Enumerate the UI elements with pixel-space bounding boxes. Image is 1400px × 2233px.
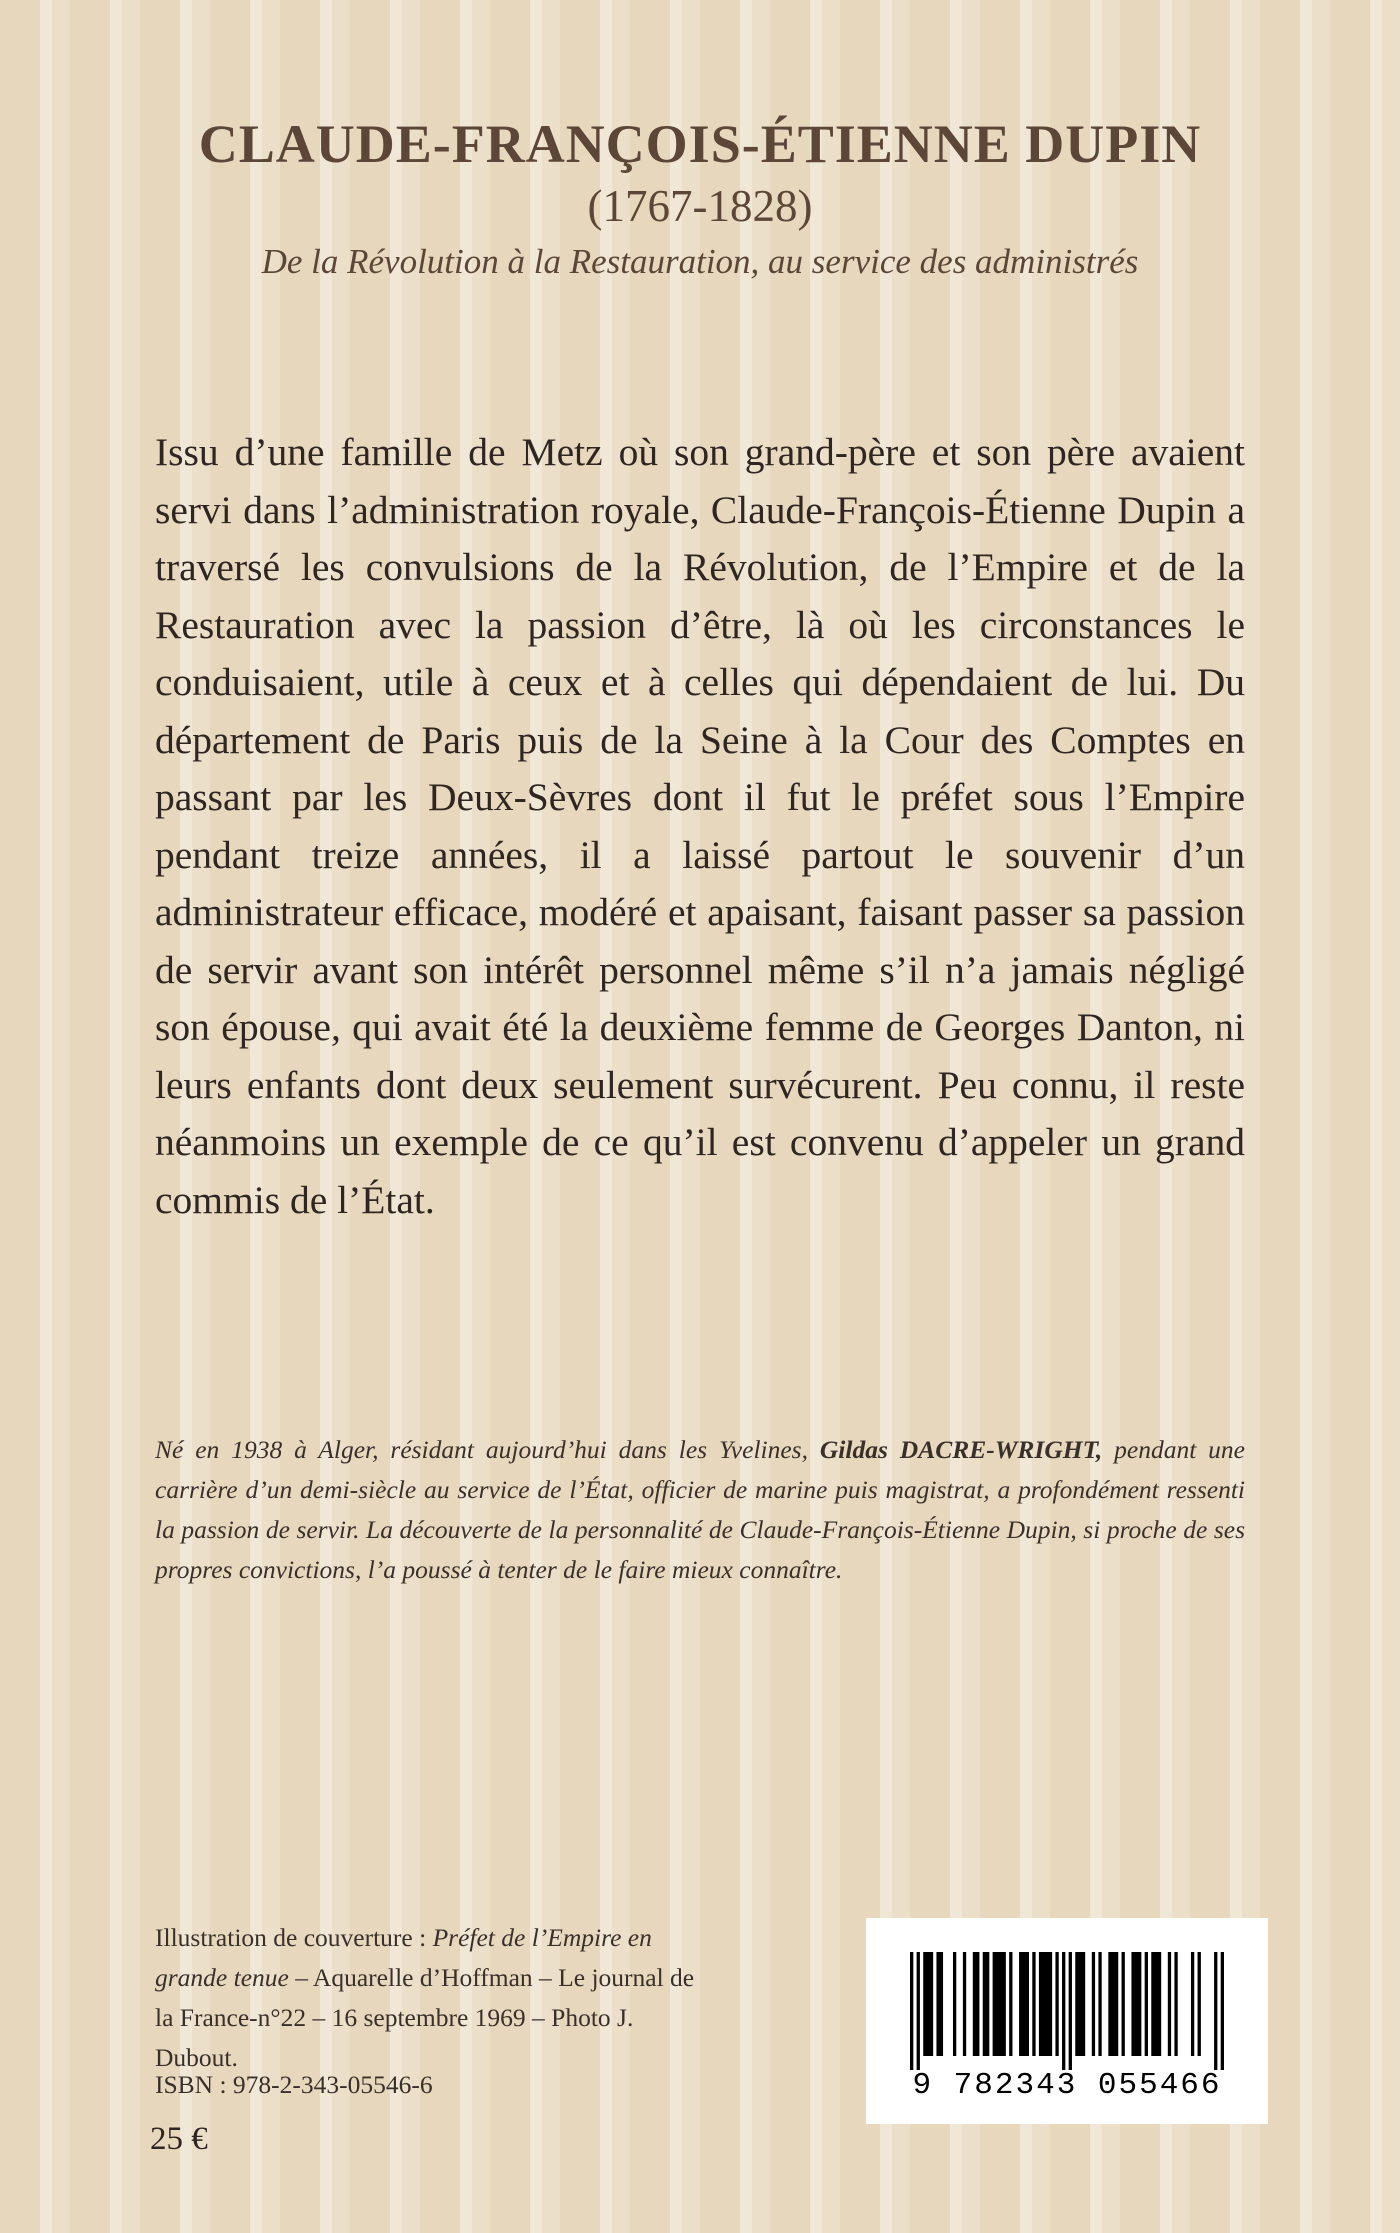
credits-prefix: Illustration de couverture : — [155, 1923, 433, 1952]
barcode-bar — [1214, 1952, 1217, 2070]
barcode-bar — [1039, 1952, 1052, 2056]
barcode-bar — [1131, 1952, 1141, 2056]
credits-work-title: Préfet de l’Empire en grande tenue — [155, 1923, 652, 1992]
bio-intro: Né en 1938 à Alger, résidant aujourd’hui dans les Yvelines, — [155, 1435, 820, 1464]
price: 25 € — [150, 2121, 208, 2157]
barcode-bar — [1221, 1952, 1224, 2070]
barcode-bar — [1151, 1952, 1161, 2056]
barcode-bar — [1122, 1952, 1125, 2056]
barcode-bar — [953, 1952, 956, 2056]
barcode-bar — [1075, 1952, 1085, 2056]
barcode-bar — [1055, 1952, 1058, 2056]
barcode-bar — [993, 1952, 1006, 2056]
barcode-bar — [1032, 1952, 1035, 2056]
barcode-bar — [1168, 1952, 1171, 2056]
barcode-bar — [917, 1952, 920, 2070]
summary-text: Issu d’une famille de Metz où son grand-père et son père avaient servi dans l’administration royale, Claude-François-Étienne Dupin a traversé les convulsions de la Révolution, de l’Empire et de la Restauration avec la passion d’être, là où les circonstances le conduisaient, utile à ceux et à celles qui dépendaient de lui. Du département de Paris puis de la Seine à la Cour des Comptes en passant par les Deux-Sèvres dont il fut le préfet sous l’Empire pendant treize années, il a laissé partout le souvenir d’un administrateur efficace, modéré et apaisant, faisant passer sa passion de servir avant son intérêt personnel même s’il n’a jamais négligé son épouse, qui avait été la deuxième femme de Georges Danton, ni leurs enfants dont deux seulement survécurent. Peu connu, il reste néanmoins un exemple de ce qu’il est convenu d’appeler un grand commis de l’État. — [155, 430, 1245, 1222]
barcode-bar — [1062, 1952, 1065, 2070]
title-block — [80, 112, 1320, 288]
barcode-bar — [1069, 1952, 1072, 2070]
book-dates: (1767-1828) — [587, 181, 813, 231]
book-subtitle: De la Révolution à la Restauration, au service des administrés — [261, 242, 1139, 281]
barcode-bar — [1198, 1952, 1201, 2056]
author-bio — [155, 1430, 1245, 1590]
barcode-bar — [1098, 1952, 1101, 2056]
barcode-bar — [1191, 1952, 1194, 2056]
book-title: CLAUDE-FRANÇOIS-ÉTIENNE DUPIN — [198, 114, 1202, 174]
barcode-bar — [1108, 1952, 1118, 2056]
barcode-digits: 9 782343 055466 — [912, 2068, 1222, 2103]
barcode-bar — [963, 1952, 966, 2056]
bio-rest: pendant une carrière d’un demi-siècle au service de l’État, officier de marine puis magistrat, a profondément ressenti la passion de servir. La découverte de la personnalité de Claude-François-Étienne Dupin, si proche de ses propres convictions, l’a poussé à tenter de le faire mieux connaître. — [155, 1435, 1245, 1584]
barcode-bar — [983, 1952, 990, 2056]
barcode-bar — [973, 1952, 980, 2056]
barcode-bar — [936, 1952, 943, 2056]
author-name: Gildas DACRE-WRIGHT, — [819, 1435, 1103, 1464]
barcode-bar — [1145, 1952, 1148, 2056]
cover-credits — [155, 1918, 715, 2078]
barcode-bar — [1092, 1952, 1095, 2056]
isbn: ISBN : 978-2-343-05546-6 — [155, 2070, 433, 2099]
barcode-bar — [910, 1952, 913, 2070]
barcode-panel — [866, 1918, 1268, 2124]
credits-suffix: – Aquarelle d’Hoffman – Le journal de la France-n°22 – 16 septembre 1969 – Photo J. Dubout. — [155, 1963, 695, 2072]
barcode-bar — [1019, 1952, 1029, 2056]
barcode-bar — [1009, 1952, 1012, 2056]
barcode-bar — [1174, 1952, 1177, 2056]
barcode-icon — [910, 1952, 1224, 2070]
barcode-bar — [923, 1952, 933, 2056]
